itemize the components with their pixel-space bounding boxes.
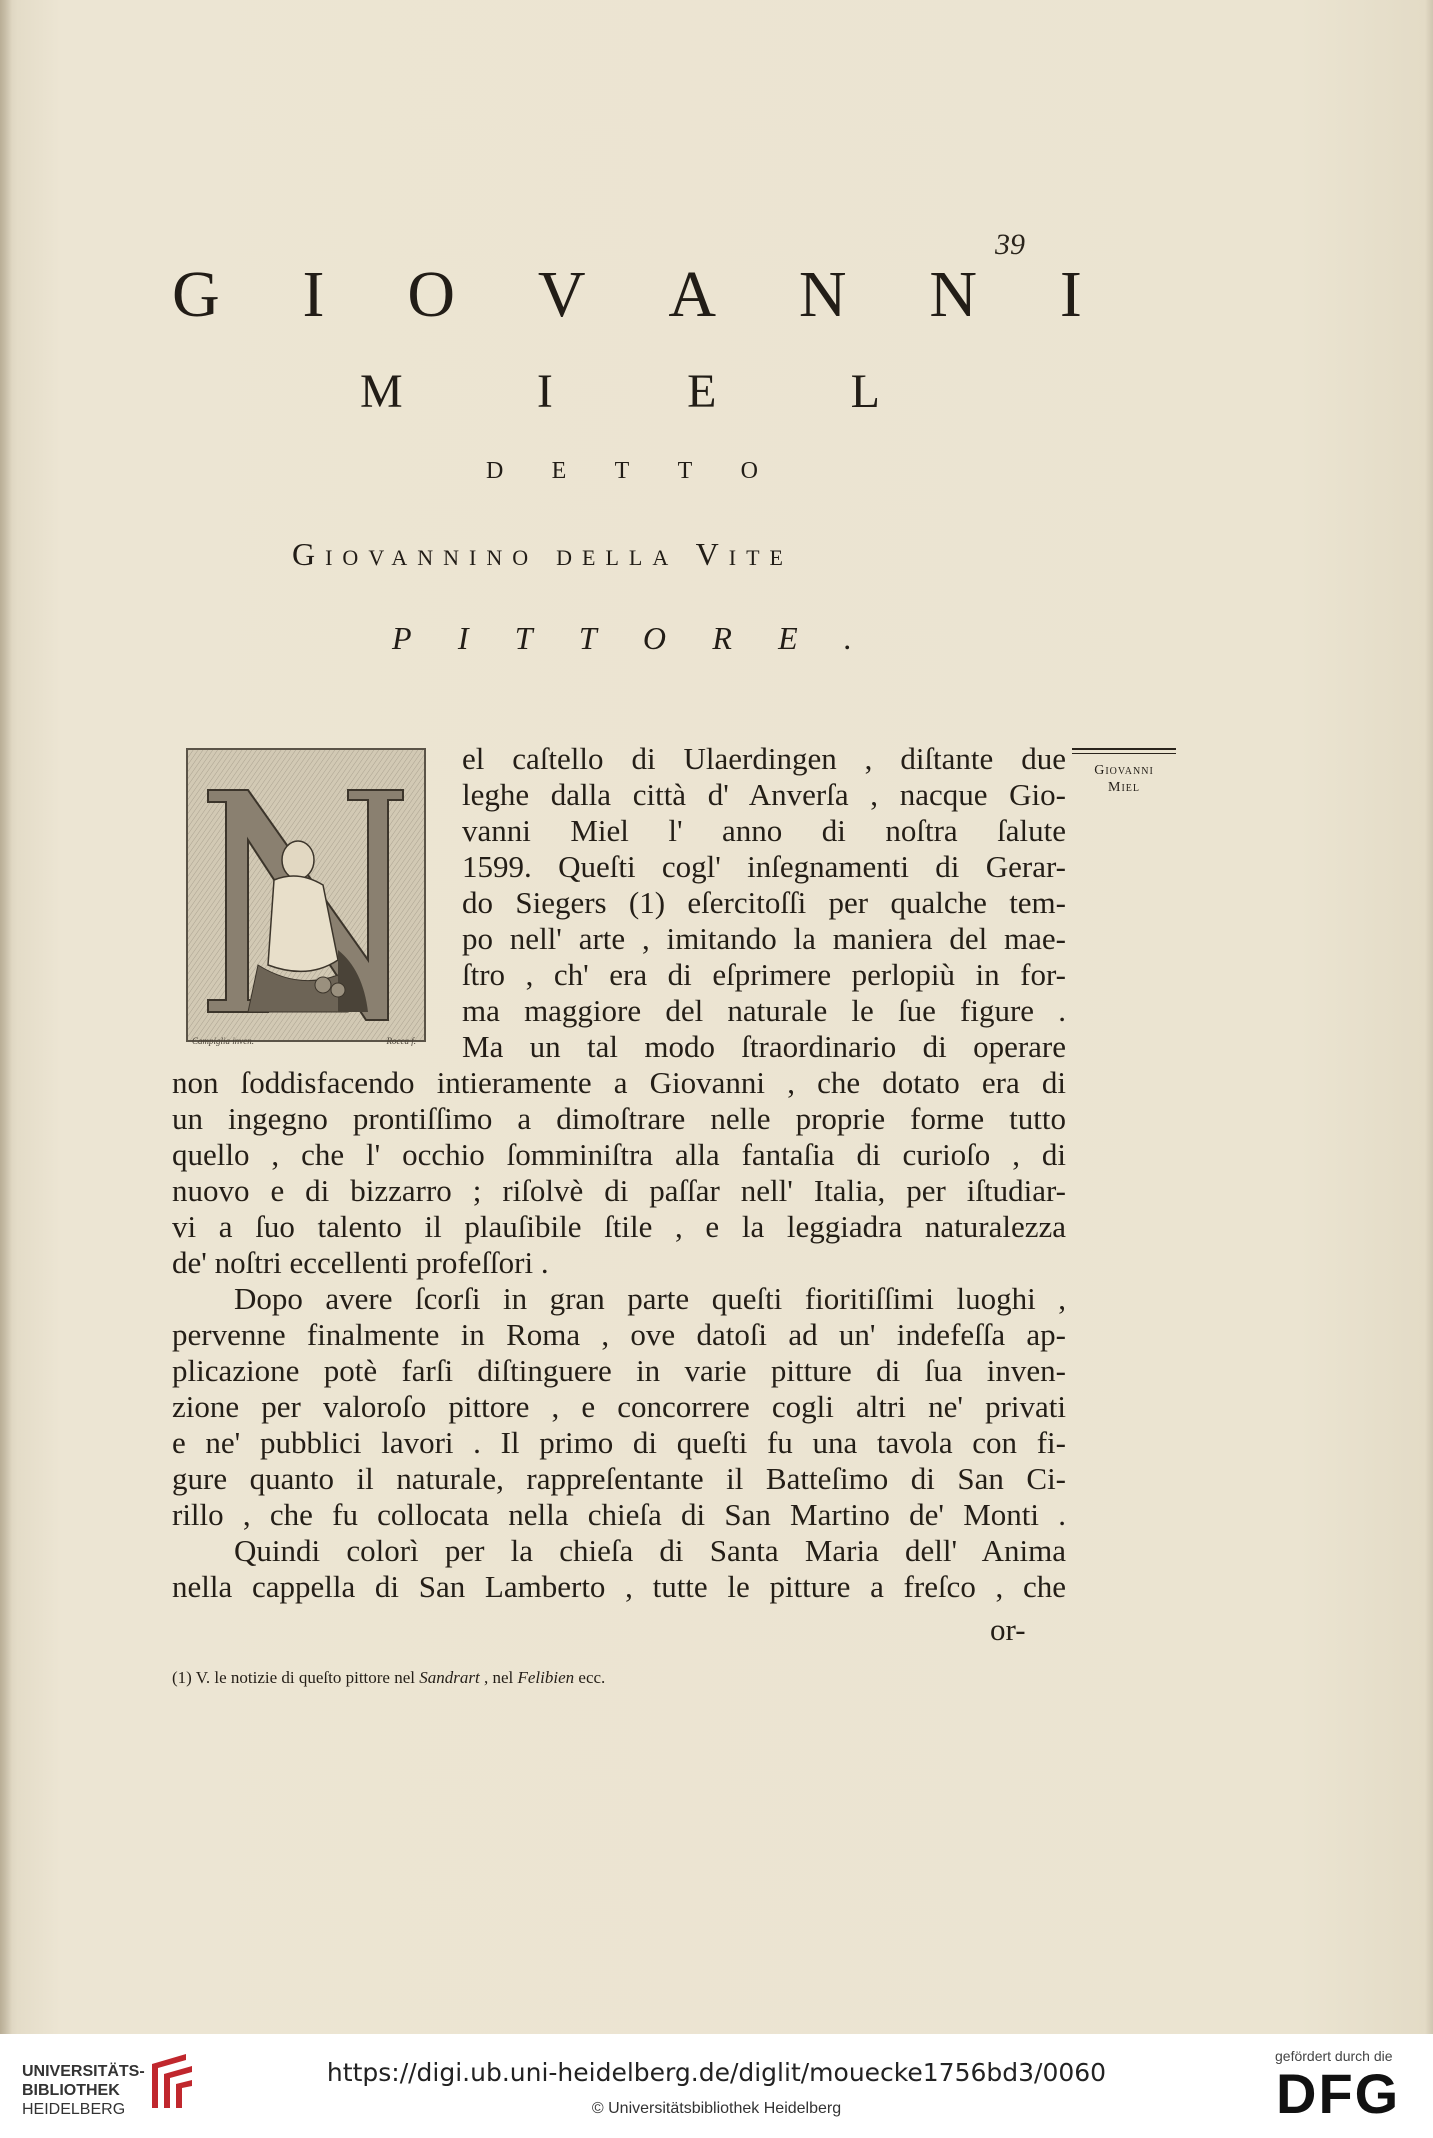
text-line: ſtro , ch' era di eſprimere perlopiù in for- — [462, 957, 1066, 992]
footnote-ref-sandrart: Sandrart — [419, 1668, 480, 1687]
text-line: vi a ſuo talento il plauſibile ſtile , e la leggiadra naturalezza — [172, 1209, 1066, 1244]
copyright-notice: © Universitätsbibliothek Heidelberg — [591, 2100, 842, 2117]
profession-letter: T — [578, 620, 597, 656]
text-line: nella cappella di San Lamberto , tutte le pitture a freſco , che — [172, 1569, 1066, 1604]
profession-letter: P — [392, 620, 412, 656]
margin-note — [1072, 748, 1176, 796]
footnote — [172, 1668, 605, 1688]
profession-letter: T — [514, 620, 533, 656]
title_line2-letter: I — [536, 365, 553, 418]
title_line2-letter: L — [850, 365, 880, 418]
title_line1-letter: A — [668, 258, 717, 331]
text-line: leghe dalla città d' Anverſa , nacque Gio- — [462, 777, 1066, 812]
text-line: de' noſtri eccellenti profeſſori . — [172, 1245, 549, 1280]
margin-note-line-2: Miel — [1108, 780, 1140, 795]
text-line: po nell' arte , imitando la maniera del mae- — [462, 921, 1066, 956]
title_line1-letter: N — [798, 258, 847, 331]
title_line1-letter: I — [1059, 258, 1082, 331]
footnote-suffix: ecc. — [574, 1668, 606, 1687]
profession-letter: E — [778, 620, 798, 656]
decorated-initial — [186, 748, 426, 1042]
profession-letter: O — [642, 620, 667, 656]
text-line: Dopo avere ſcorſi in gran parte queſti fioritiſſimi luoghi , — [234, 1281, 1066, 1316]
text-line: quello , che l' occhio ſomminiſtra alla fantaſia di curioſo , di — [172, 1137, 1066, 1172]
text-line: zione per valoroſo pittore , e concorrere cogli altri ne' privati — [172, 1389, 1066, 1424]
detto-letter: E — [551, 458, 567, 484]
text-paragraph-3 — [172, 1533, 1066, 1605]
text-line: plicazione potè farſi diſtinguere in varie pitture di ſua inven- — [172, 1353, 1066, 1388]
library-name-1: UNIVERSITÄTS- — [22, 2063, 145, 2080]
engraver-signature — [188, 1033, 420, 1047]
text-line: nuovo e di bizzarro ; riſolvè di paſſar nell' Italia, per iſtudiar- — [172, 1173, 1066, 1208]
text-line: Quindi colorì per la chieſa di Santa Maria dell' Anima — [234, 1533, 1066, 1568]
detto-letter: O — [740, 458, 758, 484]
title-line-1 — [172, 258, 1082, 331]
spine-shadow — [0, 0, 12, 2034]
margin-rule-thin — [1072, 753, 1176, 754]
permalink-url[interactable]: https://digi.ub.uni-heidelberg.de/diglit/mouecke1756bd3/0060 — [326, 2058, 1107, 2087]
catchword: or- — [990, 1612, 1026, 1647]
text-line: el caſtello di Ulaerdingen , diſtante due — [462, 741, 1066, 776]
text-line: un ingegno prontiſſimo a dimoſtrare nelle proprie forme tutto — [172, 1101, 1066, 1136]
text-line: do Siegers (1) eſercitoſſi per qualche tem- — [462, 885, 1066, 920]
svg-text:Campiglia inven.: Campiglia inven. — [192, 1036, 254, 1046]
detto-letter: T — [677, 458, 693, 484]
profession-letter: R — [712, 620, 732, 656]
page-number: 39 — [995, 228, 1025, 261]
title_line1-letter: O — [407, 258, 456, 331]
initial-engraving-icon — [188, 750, 424, 1040]
profession-letter: . — [843, 620, 852, 656]
text-line: vanni Miel l' anno di noſtra ſalute — [462, 813, 1066, 848]
title_line1-letter: I — [302, 258, 325, 331]
alias-line: Giovannino della Vite — [292, 536, 793, 572]
text-line: non ſoddisfacendo intieramente a Giovanni , che dotato era di — [172, 1065, 1066, 1100]
text-beside-initial — [462, 741, 1066, 1065]
svg-text:Rocca f.: Rocca f. — [386, 1036, 416, 1046]
text-line: gure quanto il naturale, rappreſentante il Batteſimo di San Ci- — [172, 1461, 1066, 1496]
text-line: Ma un tal modo ſtraordinario di operare — [462, 1029, 1066, 1064]
dfg-logo[interactable]: DFG — [1276, 2062, 1401, 2125]
title_line2-letter: E — [687, 365, 717, 418]
text-line: pervenne finalmente in Roma , ove datoſi ad un' indefeſſa ap- — [172, 1317, 1066, 1352]
funding-label: gefördert durch die — [1275, 2048, 1393, 2064]
library-name-3: HEIDELBERG — [22, 2101, 126, 2118]
profession-line — [392, 622, 852, 654]
footnote-ref-felibien: Felibien — [517, 1668, 575, 1687]
text-line: 1599. Queſti cogl' inſegnamenti di Gerar- — [462, 849, 1066, 884]
detto-line — [486, 459, 758, 483]
margin-rule — [1072, 748, 1176, 750]
detto-letter: T — [614, 458, 630, 484]
title_line2-letter: M — [360, 365, 403, 418]
detto-letter: D — [486, 458, 504, 484]
margin-note-line-1: Giovanni — [1094, 763, 1154, 778]
text-line: ma maggiore del naturale le ſue figure . — [462, 993, 1066, 1028]
text-line: rillo , che fu collocata nella chieſa di San Martino de' Monti . — [172, 1497, 1066, 1532]
profession-letter: I — [457, 620, 469, 656]
footnote-mid: , nel — [479, 1668, 518, 1687]
title_line1-letter: G — [172, 258, 220, 331]
title_line1-letter: N — [929, 258, 978, 331]
text-paragraph-1 — [172, 1065, 1066, 1281]
footnote-text: (1) V. le notizie di queſto pittore nel — [172, 1668, 420, 1687]
library-name-2: BIBLIOTHEK — [22, 2082, 120, 2099]
title-line-2 — [360, 365, 880, 418]
text-paragraph-2 — [172, 1281, 1066, 1533]
title_line1-letter: V — [537, 258, 586, 331]
text-line: e ne' pubblici lavori . Il primo di queſti fu una tavola con fi- — [172, 1425, 1066, 1460]
